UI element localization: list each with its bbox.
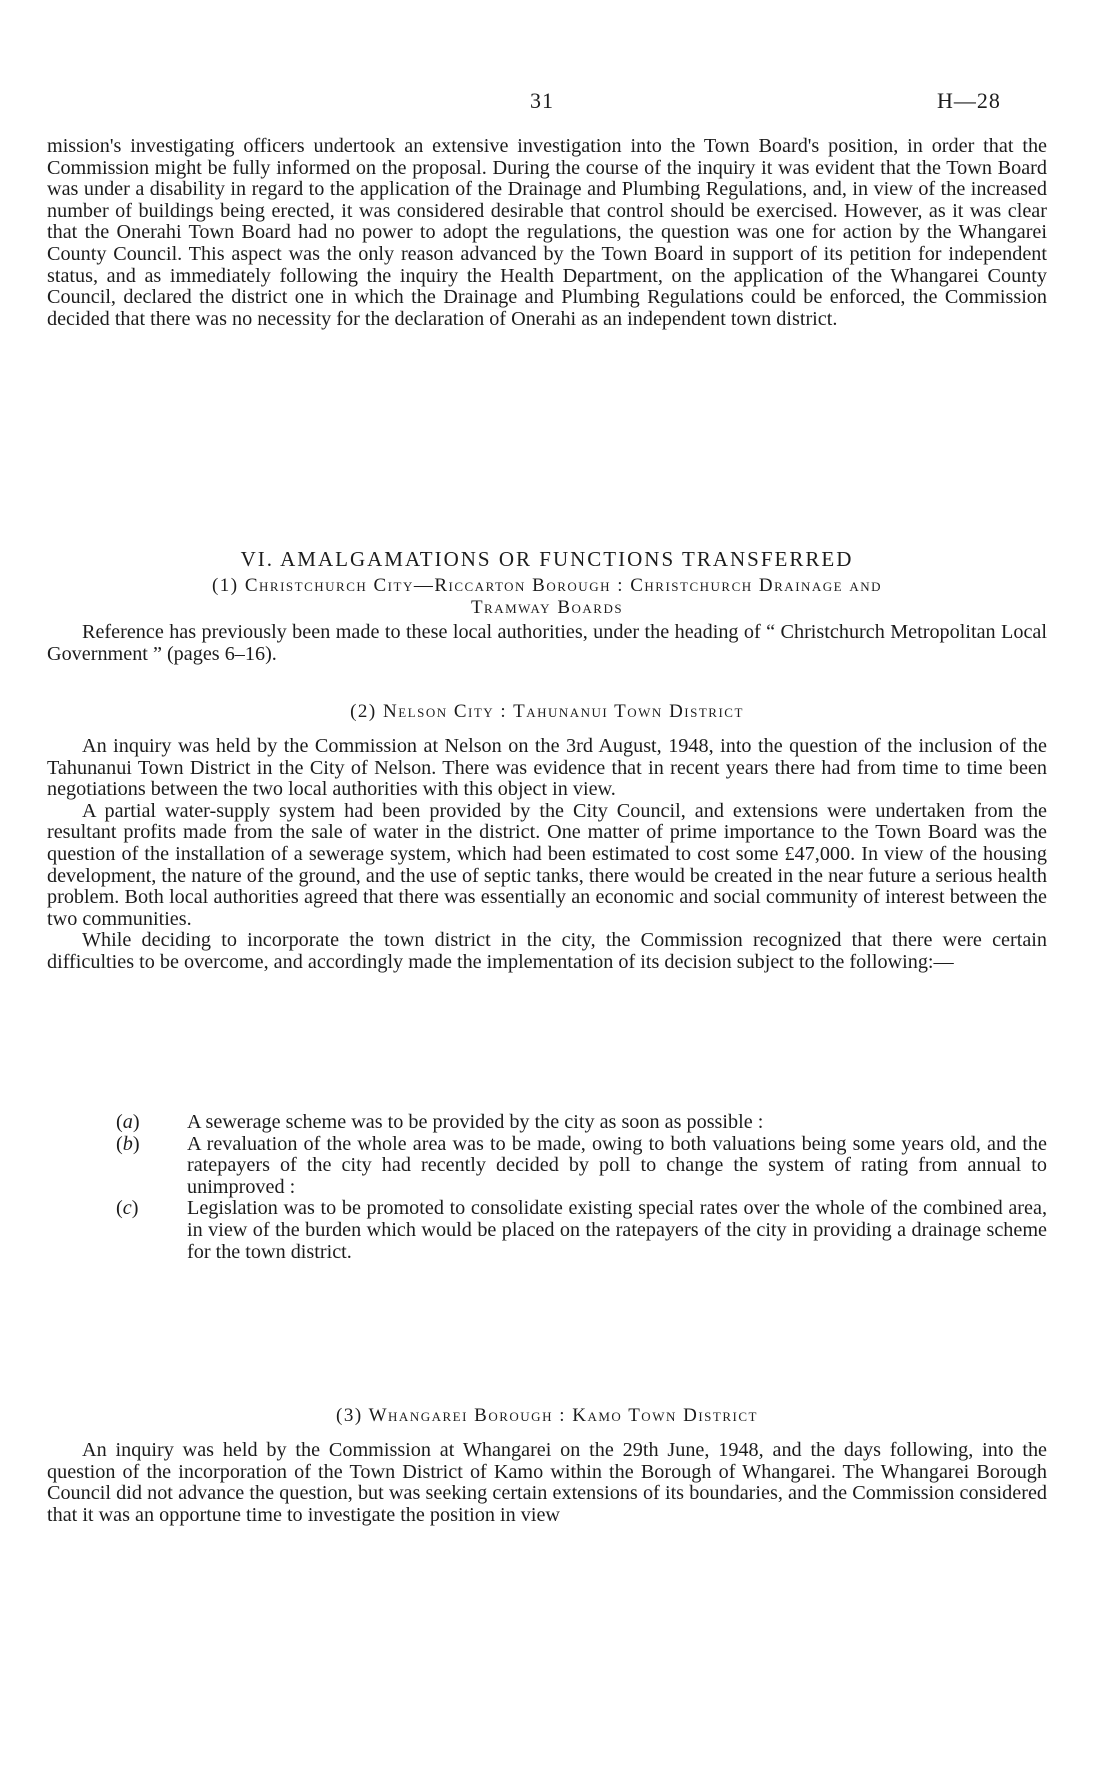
conditions-list [47, 1112, 1047, 1263]
list-marker: (c) [116, 1197, 139, 1220]
subsection-3-paragraph: An inquiry was held by the Commission at Whangarei on the 29th June, 1948, and the days following, into the question of the incorporation of the Town District of Kamo within the Borough of Whangarei. The Whangarei Borough Council did not advance the question, but was seeking certain extensions of its boundaries, and the Commission considered that it was an opportune time to investigate the position in view [47, 1439, 1047, 1526]
subsection-1-heading-line1: (1) Christchurch City—Riccarton Borough : Christchurch Drainage and [211, 575, 883, 596]
subsection-2-paragraph-3: While deciding to incorporate the town district in the city, the Commission recognized that there were certain difficulties to be overcome, and accordingly made the implementation of its decision subject to the following:— [47, 929, 1047, 973]
list-marker: (a) [116, 1111, 140, 1133]
subsection-2-paragraph-2: A partial water-supply system had been provided by the City Council, and extensions were undertaken from the resultant profits made from the sale of water in the district. One matter of prime importance to the Town Board was the question of the installation of a sewerage system, which had been estimated to cost some £47,000. In view of the housing development, the nature of the ground, and the use of septic tanks, there would be created in the near future a serious health problem. Both local authorities agreed that there was essentially an economic and social community of interest between the two communities. [47, 799, 1047, 930]
subsection-2-body [47, 736, 1047, 974]
list-item [47, 1198, 1047, 1263]
intro-paragraph: mission's investigating officers undertook an extensive investigation into the Town Board's position, in order that the Commission might be fully informed on the proposal. During the course of the inquiry it was evident that the Town Board was under a disability in regard to the application of the Drainage and Plumbing Regulations, and, in view of the increased number of buildings being erected, it was considered desirable that control should be exercised. However, as it was clear that the Onerahi Town Board had no power to adopt the regulations, the question was one for action by the Whangarei County Council. This aspect was the only reason advanced by the Town Board in support of its petition for independent status, and as immediately following the inquiry the Health Department, on the application of the Whangarei County Council, declared the district one in which the Drainage and Plumbing Regulations could be enforced, the Commission decided that there was no necessity for the declaration of Onerahi as an independent town district. [47, 135, 1047, 330]
subsection-1-heading-line2: Tramway Boards [470, 597, 624, 618]
list-item-text: A sewerage scheme was to be provided by the city as soon as possible : [187, 1111, 764, 1133]
list-item [47, 1134, 1047, 1199]
subsection-1-body [47, 622, 1047, 665]
subsection-3-heading: (3) Whangarei Borough : Kamo Town District [336, 1405, 758, 1426]
subsection-2-heading: (2) Nelson City : Tahunanui Town District [350, 701, 744, 722]
report-code: H—28 [937, 88, 1001, 113]
list-item-text: A revaluation of the whole area was to be made, owing to both valuations being some years old, and the ratepayers of the city had recently decided by poll to change the system of rating from annual to unimproved : [187, 1132, 1047, 1198]
list-item [47, 1112, 1047, 1134]
page-number: 31 [530, 88, 554, 113]
list-marker: (b) [116, 1132, 140, 1155]
list-item-text: Legislation was to be promoted to consolidate existing special rates over the whole of the combined area, in view of the burden which would be placed on the ratepayers of the city in providing a drainage scheme for the town district. [187, 1197, 1047, 1263]
subsection-2-paragraph-1: An inquiry was held by the Commission at Nelson on the 3rd August, 1948, into the question of the inclusion of the Tahunanui Town District in the City of Nelson. There was evidence that in recent years there had from time to time been negotiations between the two local authorities with this object in view. [47, 735, 1047, 801]
section-heading: VI. AMALGAMATIONS OR FUNCTIONS TRANSFERRED [240, 547, 854, 571]
intro-section [47, 136, 1047, 330]
subsection-1-paragraph: Reference has previously been made to these local authorities, under the heading of “ Christchurch Metropolitan Local Government ” (pages 6–16). [47, 621, 1047, 665]
subsection-3-body [47, 1440, 1047, 1526]
